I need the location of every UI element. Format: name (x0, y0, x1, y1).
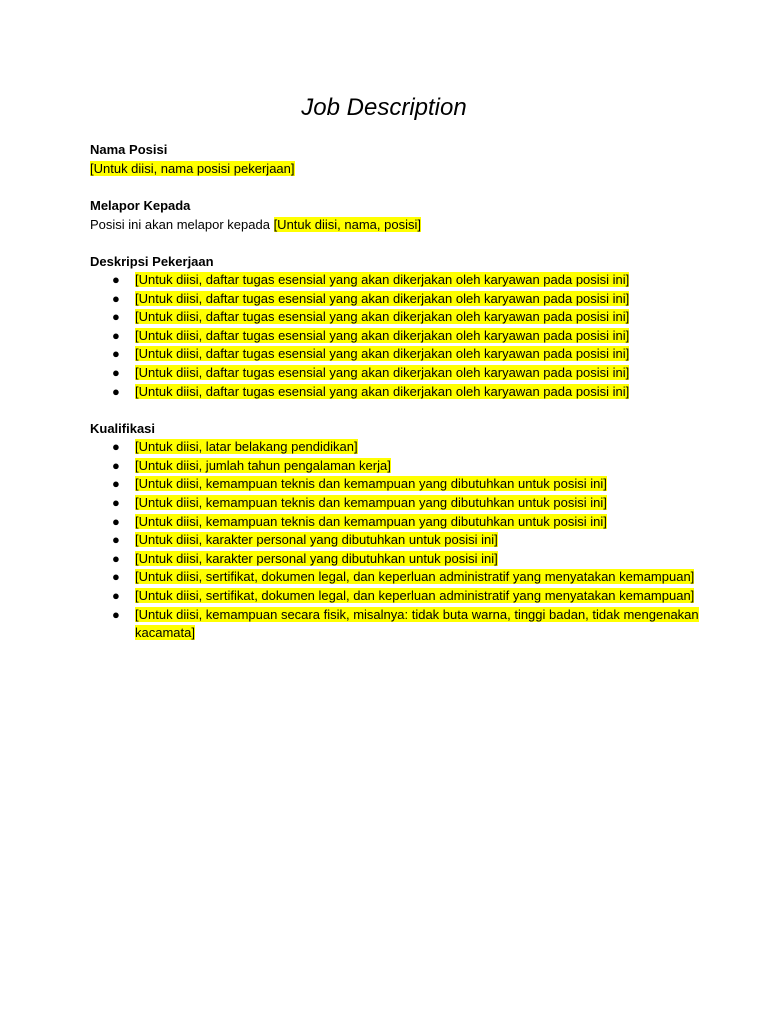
bullet-list (90, 438, 710, 643)
highlighted-placeholder: [Untuk diisi, jumlah tahun pengalaman kerja] (135, 457, 391, 473)
highlighted-placeholder: [Untuk diisi, daftar tugas esensial yang akan dikerjakan oleh karyawan pada posisi ini] (135, 290, 630, 306)
bullet-icon: ● (112, 327, 120, 343)
bullet-icon: ● (112, 550, 120, 566)
highlighted-placeholder: [Untuk diisi, kemampuan teknis dan kemampuan yang dibutuhkan untuk posisi ini] (135, 513, 607, 529)
highlighted-placeholder: [Untuk diisi, karakter personal yang dibutuhkan untuk posisi ini] (135, 550, 498, 566)
section-heading: Nama Posisi (90, 142, 168, 157)
bullet-icon: ● (112, 383, 120, 399)
bullet-icon: ● (112, 272, 120, 287)
list-item (90, 345, 710, 364)
list-item (90, 290, 710, 309)
list-item (90, 457, 710, 476)
highlighted-placeholder: [Untuk diisi, sertifikat, dokumen legal, dan keperluan administratif yang menyatakan kemampuan] (135, 569, 695, 585)
bullet-list (90, 271, 710, 401)
section-deskripsi-pekerjaan (90, 252, 710, 401)
list-item (90, 531, 710, 550)
highlighted-placeholder: [Untuk diisi, daftar tugas esensial yang akan dikerjakan oleh karyawan pada posisi ini] (135, 346, 630, 362)
highlighted-placeholder: [Untuk diisi, kemampuan teknis dan kemampuan yang dibutuhkan untuk posisi ini] (135, 476, 607, 492)
list-item (90, 475, 710, 494)
bullet-icon: ● (112, 309, 120, 325)
highlighted-placeholder: [Untuk diisi, sertifikat, dokumen legal, dan keperluan administratif yang menyatakan kemampuan] (135, 587, 695, 603)
list-item (90, 308, 710, 327)
highlighted-placeholder: [Untuk diisi, kemampuan secara fisik, misalnya: tidak buta warna, tinggi badan, tidak mengenakan kacamata] (135, 606, 699, 641)
bullet-icon: ● (112, 587, 120, 603)
bullet-icon: ● (112, 494, 120, 510)
highlighted-placeholder: [Untuk diisi, daftar tugas esensial yang akan dikerjakan oleh karyawan pada posisi ini] (135, 309, 630, 325)
document-title: Job Description (301, 94, 467, 121)
list-item (90, 587, 710, 606)
bullet-icon: ● (112, 364, 120, 380)
highlighted-placeholder: [Untuk diisi, karakter personal yang dibutuhkan untuk posisi ini] (135, 532, 498, 548)
list-item (90, 550, 710, 569)
highlighted-placeholder: [Untuk diisi, daftar tugas esensial yang akan dikerjakan oleh karyawan pada posisi ini] (135, 327, 630, 343)
section-melapor-kepada (90, 196, 710, 234)
bullet-icon: ● (112, 346, 120, 362)
report-prefix: Posisi ini akan melapor kepada (90, 217, 274, 232)
bullet-icon: ● (112, 532, 120, 548)
placeholder-line (90, 159, 710, 178)
list-item (90, 438, 710, 457)
list-item (90, 606, 710, 643)
list-item (90, 271, 710, 290)
list-item (90, 327, 710, 346)
section-nama-posisi (90, 140, 710, 178)
highlighted-placeholder: [Untuk diisi, daftar tugas esensial yang akan dikerjakan oleh karyawan pada posisi ini] (135, 364, 630, 380)
section-heading: Deskripsi Pekerjaan (90, 254, 214, 269)
bullet-icon: ● (112, 290, 120, 306)
highlighted-placeholder: [Untuk diisi, latar belakang pendidikan] (135, 439, 358, 455)
highlighted-placeholder: [Untuk diisi, daftar tugas esensial yang akan dikerjakan oleh karyawan pada posisi ini] (135, 272, 630, 287)
bullet-icon: ● (112, 476, 120, 492)
highlighted-placeholder: [Untuk diisi, kemampuan teknis dan kemampuan yang dibutuhkan untuk posisi ini] (135, 494, 607, 510)
list-item (90, 568, 710, 587)
highlighted-placeholder: [Untuk diisi, nama posisi pekerjaan] (90, 161, 295, 176)
list-item (90, 383, 710, 402)
bullet-icon: ● (112, 513, 120, 529)
highlighted-placeholder: [Untuk diisi, daftar tugas esensial yang akan dikerjakan oleh karyawan pada posisi ini] (135, 383, 630, 399)
list-item (90, 513, 710, 532)
document-body (90, 140, 710, 661)
section-heading: Melapor Kepada (90, 198, 191, 213)
bullet-icon: ● (112, 606, 120, 622)
highlighted-placeholder: [Untuk diisi, nama, posisi] (273, 217, 421, 232)
list-item (90, 364, 710, 383)
list-item (90, 494, 710, 513)
bullet-icon: ● (112, 457, 120, 473)
section-kualifikasi (90, 419, 710, 643)
bullet-icon: ● (112, 569, 120, 585)
report-line (90, 215, 710, 234)
bullet-icon: ● (112, 439, 120, 455)
section-heading: Kualifikasi (90, 421, 156, 437)
